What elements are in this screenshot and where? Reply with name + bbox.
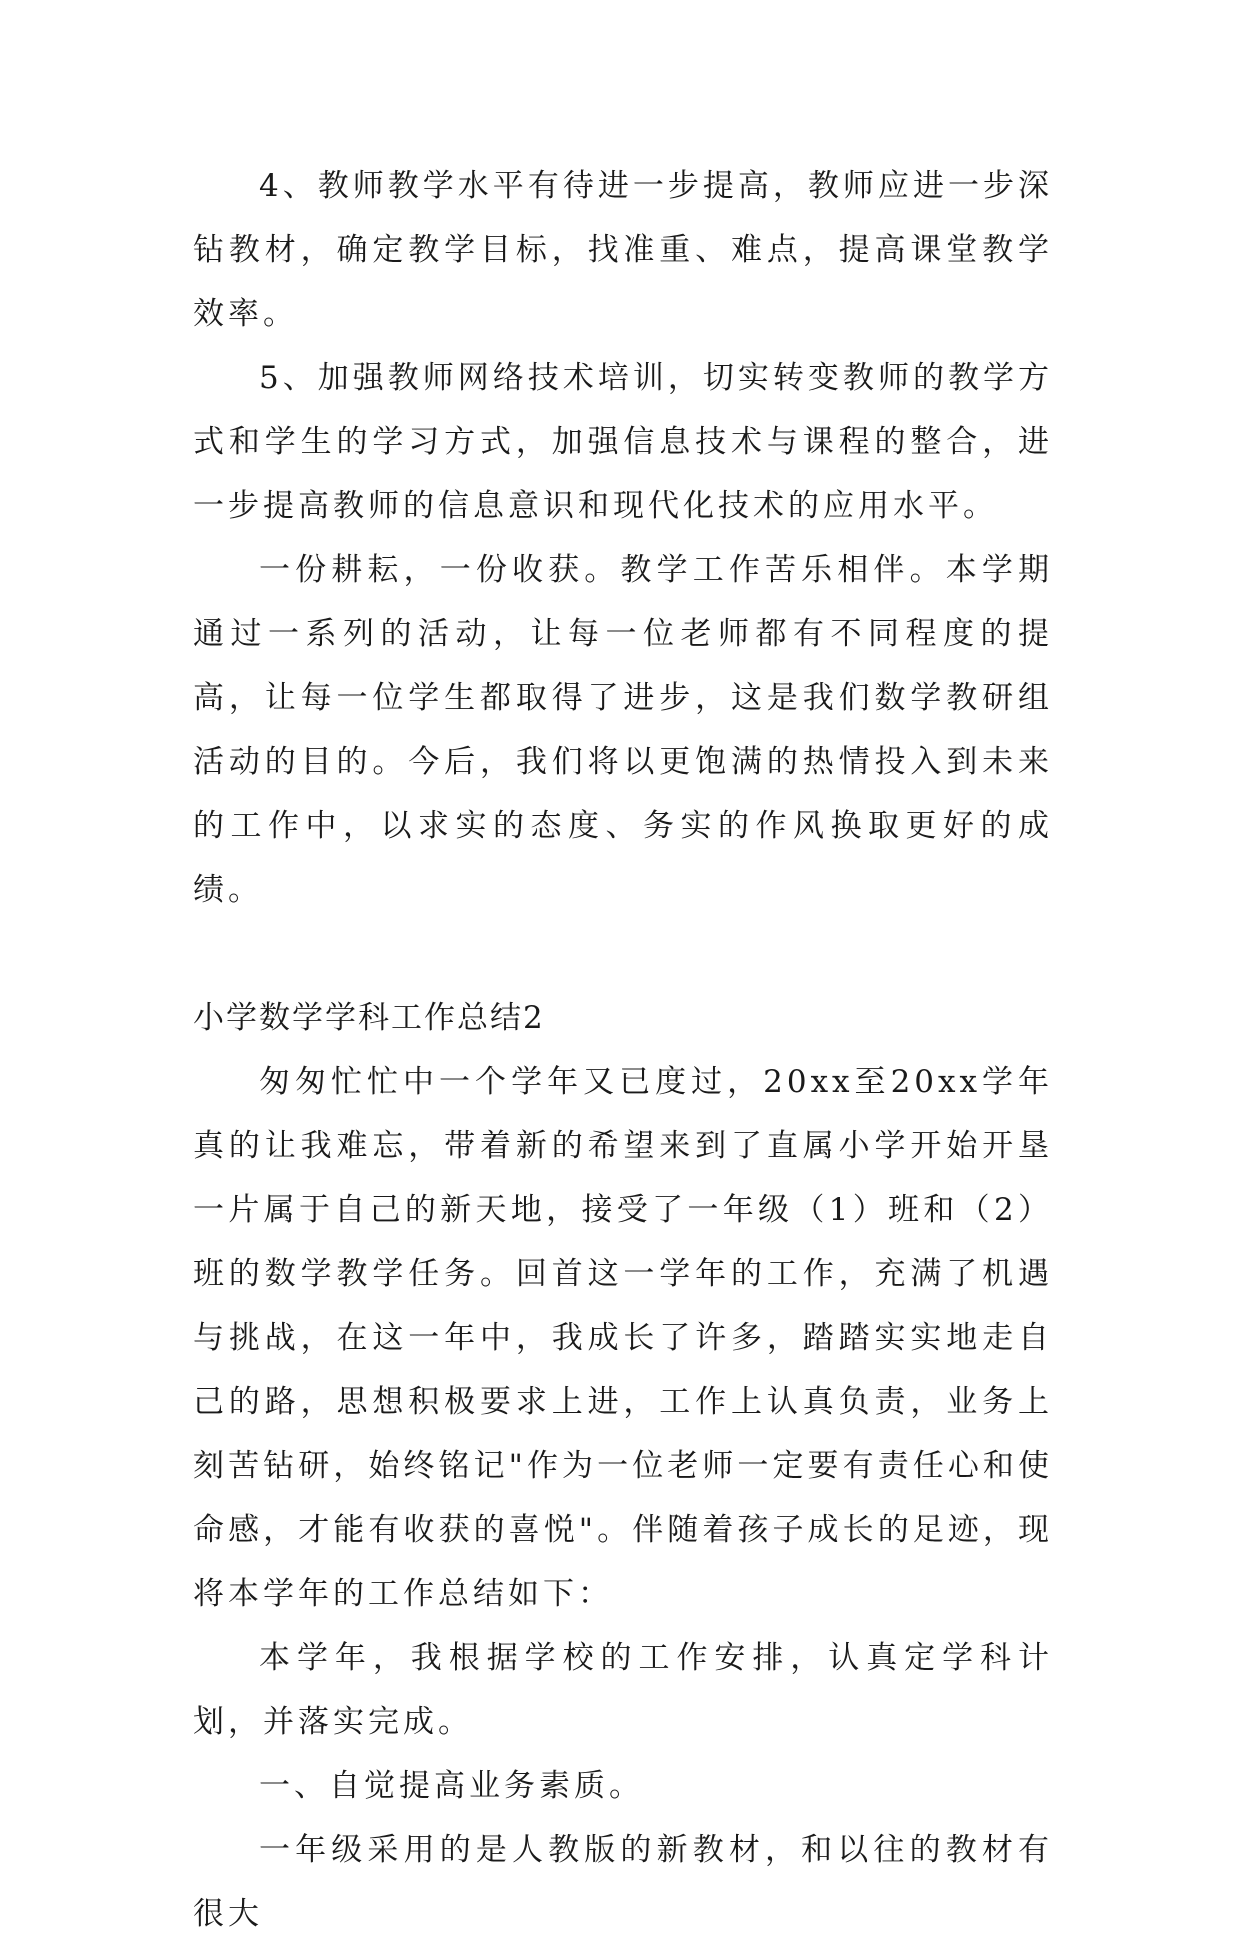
document-body [193,154,1053,1946]
paragraph: 一份耕耘，一份收获。教学工作苦乐相伴。本学期通过一系列的活动，让每一位老师都有不同程度的提高，让每一位学生都取得了进步，这是我们数学教研组活动的目的。今后，我们将以更饱满的热情投入到未来的工作中，以求实的态度、务实的作风换取更好的成绩。 [193,552,1053,908]
paragraph: 5、加强教师网络技术培训，切实转变教师的教学方式和学生的学习方式，加强信息技术与课程的整合，进一步提高教师的信息意识和现代化技术的应用水平。 [193,360,1053,524]
section-title: 小学数学学科工作总结2 [193,1000,545,1036]
paragraph: 匆匆忙忙中一个学年又已度过，20xx至20xx学年真的让我难忘，带着新的希望来到了直属小学开始开垦一片属于自己的新天地，接受了一年级（1）班和（2）班的数学教学任务。回首这一学年的工作，充满了机遇与挑战，在这一年中，我成长了许多，踏踏实实地走自己的路，思想积极要求上进，工作上认真负责，业务上刻苦钻研，始终铭记"作为一位老师一定要有责任心和使命感，才能有收获的喜悦"。伴随着孩子成长的足迹，现将本学年的工作总结如下： [193,1064,1053,1612]
paragraph: 本学年，我根据学校的工作安排，认真定学科计划，并落实完成。 [193,1640,1053,1740]
paragraph: 一、自觉提高业务素质。 [259,1768,644,1804]
paragraph: 4、教师教学水平有待进一步提高，教师应进一步深钻教材，确定教学目标，找准重、难点，提高课堂教学效率。 [193,168,1053,332]
paragraph: 一年级采用的是人教版的新教材，和以往的教材有很大 [193,1832,1053,1932]
